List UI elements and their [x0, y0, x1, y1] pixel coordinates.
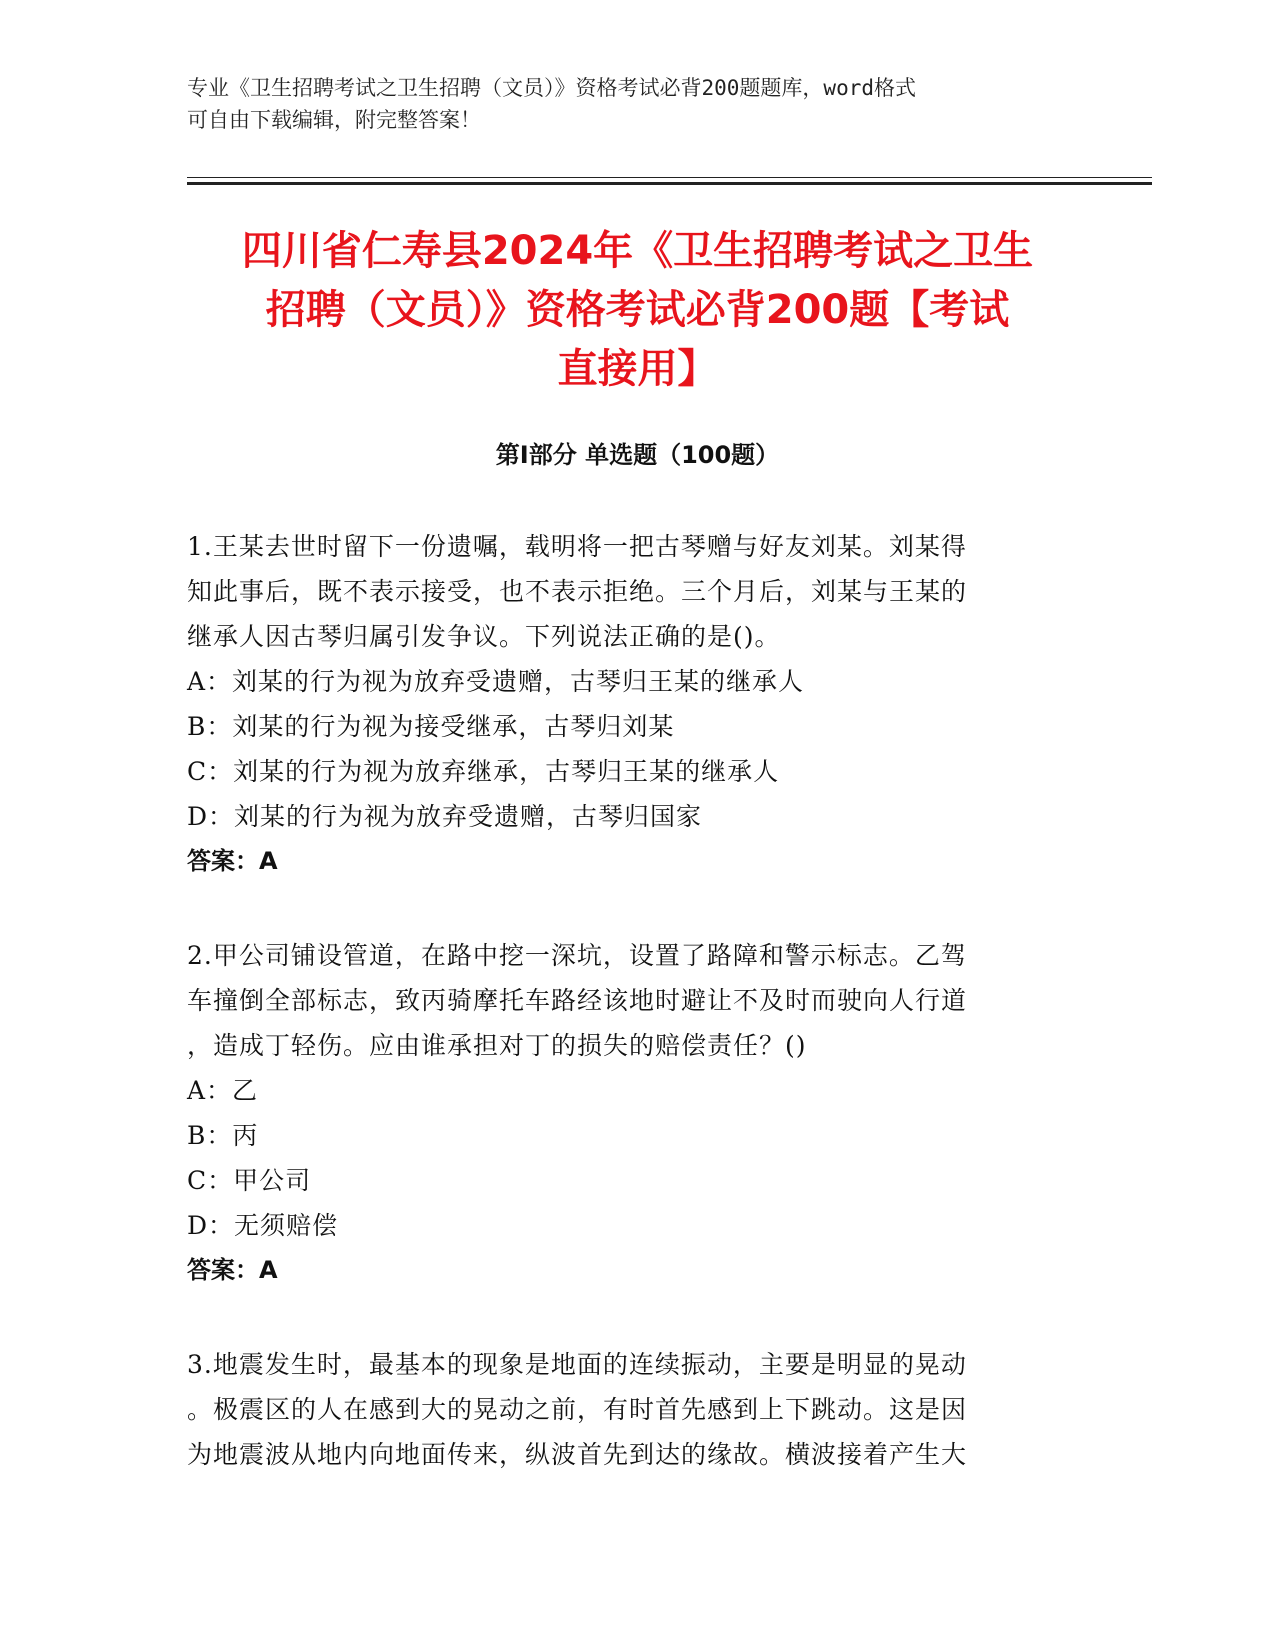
question-text-line: 3.地震发生时，最基本的现象是地面的连续振动，主要是明显的晃动: [187, 1350, 967, 1379]
header-divider-thick: [187, 182, 1152, 185]
title-line: 直接用】: [557, 346, 718, 392]
question-3: [187, 1342, 1067, 1477]
question-text-line: 知此事后，既不表示接受，也不表示拒绝。三个月后，刘某与王某的: [187, 577, 968, 606]
header-note-line: 可自由下载编辑，附完整答案！: [187, 108, 481, 132]
option-a: A：乙: [187, 1076, 259, 1105]
question-text-line: 1.王某去世时留下一份遗嘱，载明将一把古琴赠与好友刘某。刘某得: [187, 532, 967, 561]
document-title: [150, 222, 1125, 399]
title-line: 四川省仁寿县2024年《卫生招聘考试之卫生: [241, 228, 1034, 274]
header-note-line: 专业《卫生招聘考试之卫生招聘（文员）》资格考试必背200题题库，word格式: [187, 76, 916, 100]
header-note: [187, 72, 1067, 136]
question-1: [187, 524, 1067, 884]
question-text-line: 为地震波从地内向地面传来，纵波首先到达的缘故。横波接着产生大: [187, 1440, 968, 1469]
header-divider-thin: [187, 177, 1152, 178]
question-text-line: 2.甲公司铺设管道，在路中挖一深坑，设置了路障和警示标志。乙驾: [187, 941, 967, 970]
option-c: C：刘某的行为视为放弃继承，古琴归王某的继承人: [187, 757, 780, 786]
option-c: C：甲公司: [187, 1166, 312, 1195]
option-d: D：无须赔偿: [187, 1211, 339, 1240]
answer-line: 答案：A: [187, 1256, 278, 1284]
question-text-line: 。极震区的人在感到大的晃动之前，有时首先感到上下跳动。这是因: [187, 1395, 968, 1424]
option-b: B：刘某的行为视为接受继承，古琴归刘某: [187, 712, 675, 741]
section-heading: 第Ⅰ部分 单选题（100题）: [495, 441, 780, 469]
question-text-line: 车撞倒全部标志，致丙骑摩托车路经该地时避让不及时而驶向人行道: [187, 986, 968, 1015]
option-a: A：刘某的行为视为放弃受遗赠，古琴归王某的继承人: [187, 667, 805, 696]
answer-line: 答案：A: [187, 847, 278, 875]
question-text-line: ，造成丁轻伤。应由谁承担对丁的损失的赔偿责任？(): [187, 1031, 807, 1060]
option-b: B：丙: [187, 1121, 259, 1150]
title-line: 招聘（文员）》资格考试必背200题【考试: [265, 287, 1010, 333]
option-d: D：刘某的行为视为放弃受遗赠，古琴归国家: [187, 802, 703, 831]
question-text-line: 继承人因古琴归属引发争议。下列说法正确的是()。: [187, 622, 781, 651]
question-2: [187, 933, 1067, 1293]
